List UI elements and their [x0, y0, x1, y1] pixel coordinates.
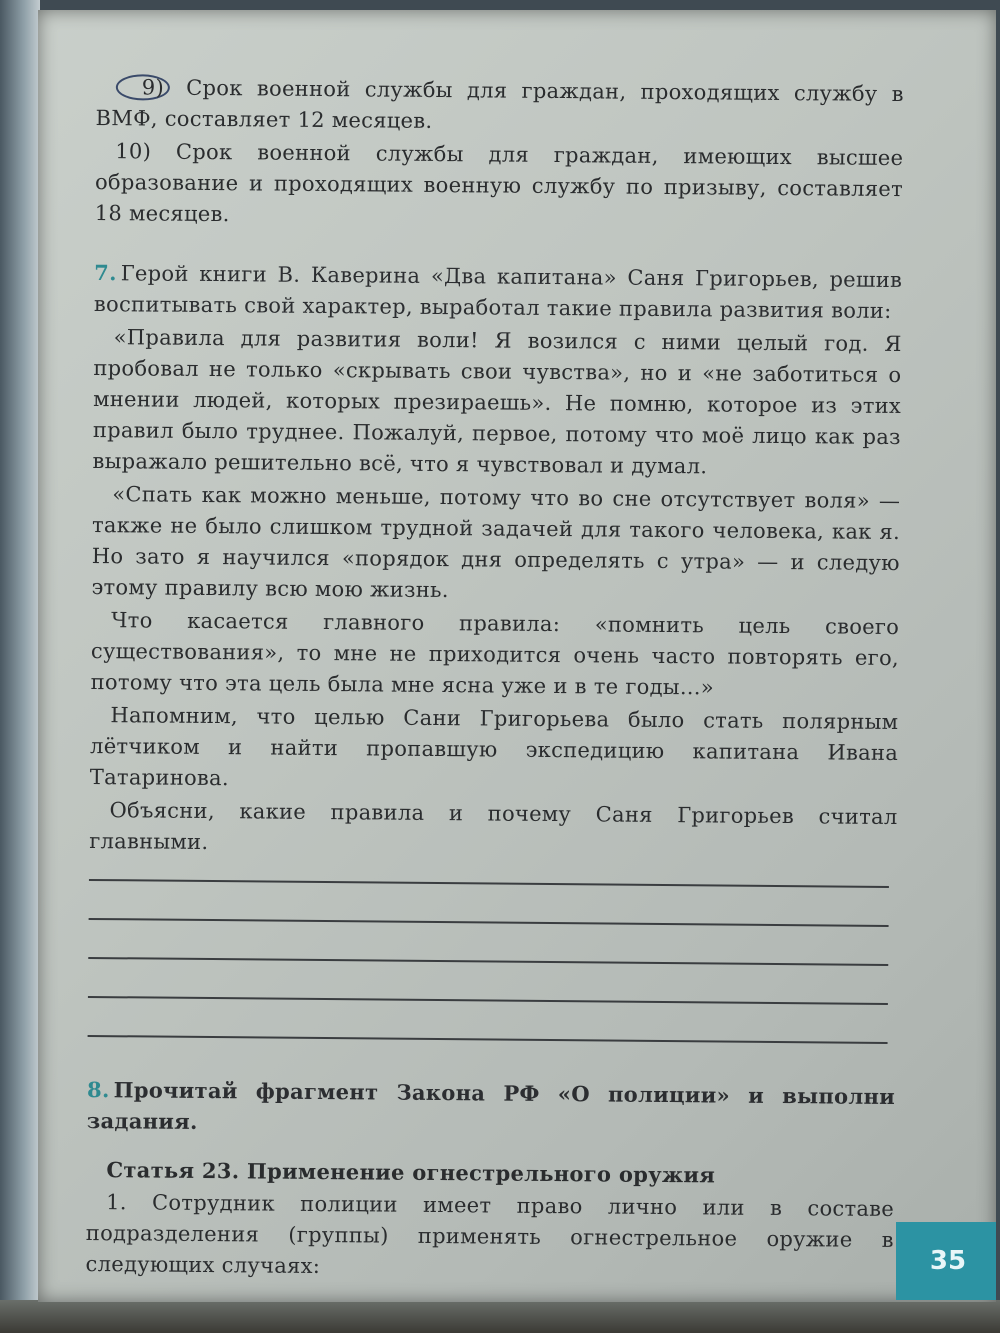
task-7-quote-3: Что касается главного правила: «помнить цель своего существования», то мне не приходится очень часто повторять его, потому что эта цель была мне ясна уже и в те годы...» [90, 608, 900, 700]
task-7-quote-1: «Правила для развития воли! Я возился с ними целый год. Я пробовал не только «скрывать свои чувства», но и «не заботиться о мнении людей, которых презираешь». Не помню, которое из этих правил было труднее. Пожалуй, первое, потому что моё лицо как раз выражало решительно всё, что я чувствовал и думал. [92, 325, 902, 479]
task-7-number: 7. [94, 259, 117, 286]
task-8 [87, 1074, 896, 1143]
answer-lines[interactable] [88, 879, 897, 1045]
page-number-tab [896, 1222, 996, 1300]
page-number: 35 [929, 1246, 967, 1276]
item-9-number: 9) [116, 74, 170, 100]
article-paragraph-1: 1. Сотрудник полиции имеет право лично или в составе подразделения (группы) применять огнестрельное оружие в следующих случаях: [85, 1190, 895, 1279]
answer-line[interactable] [88, 1035, 888, 1045]
task-7-intro-text: Герой книги В. Каверина «Два капитана» Саня Григорьев, решив воспитывать свой характер, выработал такие правила развития воли: [93, 261, 903, 323]
page-content [85, 72, 904, 1289]
answer-line[interactable] [89, 879, 889, 889]
task-7-quote-2: «Спать как можно меньше, потому что во сне отсутствует воля» — также не было слишком трудной задачей для такого человека, как я. Но зато я научился «порядок дня определять с утра» — и следую этому правилу всю мою жизнь. [91, 482, 901, 603]
task-8-number: 8. [87, 1076, 110, 1103]
task-7-note: Напомним, что целью Сани Григорьева было стать полярным лётчиком и найти пропавшую экспедицию капитана Ивана Татаринова. [89, 703, 899, 791]
backdrop-left [0, 0, 40, 1333]
answer-line[interactable] [89, 918, 889, 928]
item-9-text: Срок военной службы для граждан, проходящих службу в ВМФ, составляет 12 месяцев. [95, 75, 904, 133]
answer-line[interactable] [88, 957, 888, 967]
backdrop-bottom [0, 1300, 1000, 1333]
task-8-text: Прочитай фрагмент Закона РФ «О полиции» и выполни задания. [86, 1077, 896, 1134]
article-title: Статья 23. Применение огнестрельного оружия [106, 1157, 716, 1188]
book-page [38, 10, 996, 1302]
item-9 [95, 72, 904, 141]
item-10: 10) Срок военной службы для граждан, имеющих высшее образование и проходящих военную службу по призыву, составляет 18 месяцев. [94, 139, 904, 227]
task-7-question: Объясни, какие правила и почему Саня Григорьев считал главными. [89, 798, 898, 855]
task-7-intro [94, 257, 903, 327]
answer-line[interactable] [88, 996, 888, 1006]
